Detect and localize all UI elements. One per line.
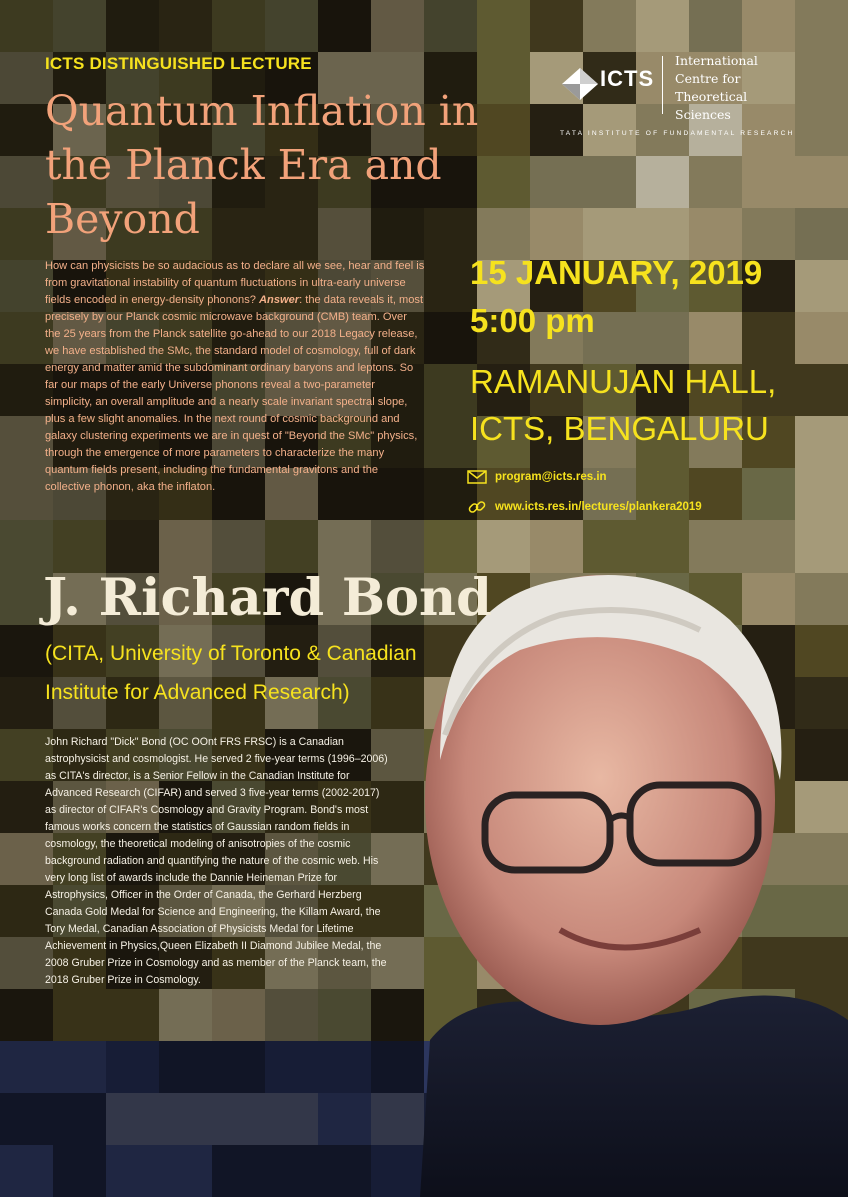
speaker-bio: John Richard "Dick" Bond (OC OOnt FRS FRSC) is a Canadian astrophysicist and cosmologist. He served 2 five-year terms (1996–2006) as CITA's director, is a Senior Fellow in the Canadian Institute for Advanced Research (CIFAR) and served 3 five-year terms (2002-2017) as director of CIFAR's Cosmology and Gravity Program. Bond's most famous works concern the statistics of Gaussian random fields in cosmology, the theoretical modeling of anisotropies of the cosmic background radiation and quantifying the nature of the cosmic web. His very long list of awards include the Dannie Heineman Prize for Astrophysics, Officer in the Order of Canada, the Gerhard Herzberg Canada Gold Medal for Science and Engineering, the Killam Award, the Tory Medal, Canadian Association of Physicists Medal for Lifetime Achievement in Physics,Queen Elizabeth II Diamond Jubilee Medal, the 2008 Gruber Prize in Cosmology and as member of the Planck team, the 2018 Gruber Prize in Cosmology. xyxy=(45,736,388,986)
logo-tagline: TATA INSTITUTE OF FUNDAMENTAL RESEARCH xyxy=(560,130,795,137)
event-date: 15 JANUARY, 2019 xyxy=(470,254,763,291)
logo-line-2: Centre for xyxy=(675,71,741,86)
logo-line-4: Sciences xyxy=(675,107,731,122)
logo-line-3: Theoretical xyxy=(675,89,748,104)
speaker-name: J. Richard Bond xyxy=(43,568,492,628)
event-datetime xyxy=(470,249,762,345)
event-time: 5:00 pm xyxy=(470,302,595,339)
logo-institute-name xyxy=(675,52,815,124)
venue-line-1: RAMANUJAN HALL, xyxy=(470,363,777,400)
event-kicker: ICTS DISTINGUISHED LECTURE xyxy=(45,54,312,73)
website-link[interactable]: www.icts.res.in/lectures/plankera2019 xyxy=(495,501,702,513)
abstract-intro: How can physicists be so audacious as to declare all we see, hear and feel is from gravitational instability of quantum fluctuations in ultra-early universe fields encoded in energy-density phonons? xyxy=(45,260,425,306)
logo-line-1: International xyxy=(675,53,758,68)
logo-brand: ICTS xyxy=(600,66,655,91)
envelope-icon xyxy=(467,470,487,484)
speaker-affiliation: (CITA, University of Toronto & Canadian Institute for Advanced Research) xyxy=(45,642,417,704)
logo-divider xyxy=(662,56,663,114)
lecture-abstract xyxy=(45,258,425,496)
email-contact[interactable] xyxy=(467,470,607,484)
venue-line-2: ICTS, BENGALURU xyxy=(470,410,769,447)
icts-logo-mark-icon xyxy=(560,64,600,104)
abstract-answer-label: Answer xyxy=(259,294,300,306)
icts-logo xyxy=(560,52,808,144)
lecture-title: Quantum Inflation in the Planck Era and Beyond xyxy=(45,87,479,243)
link-chain-icon xyxy=(467,497,487,517)
abstract-body: : the data reveals it, most precisely by our Planck cosmic microwave background (CMB) team. Over the 25 years from the Planck satellite go-ahead to our 2018 Legacy release, we have established the SMc, the standard model of cosmology, full of dark energy and matter amid the subdominant ordinary baryons and leptons. So far our maps of the early Universe phonons reveal a two-parameter simplicity, an overall amplitude and a nearly scale invariant spectral slope, plus a few slight anomalies. In the next round of cosmic background and galaxy clustering experiments we are in quest of "Beyond the SMc" physics, through the emergence of more parameters to characterize the many quantum fields present, including the fundamental gravitons and the collective phonon, aka the inflaton. xyxy=(45,294,424,493)
website-contact[interactable] xyxy=(467,497,702,517)
email-link[interactable]: program@icts.res.in xyxy=(495,471,607,483)
event-venue xyxy=(470,358,776,452)
